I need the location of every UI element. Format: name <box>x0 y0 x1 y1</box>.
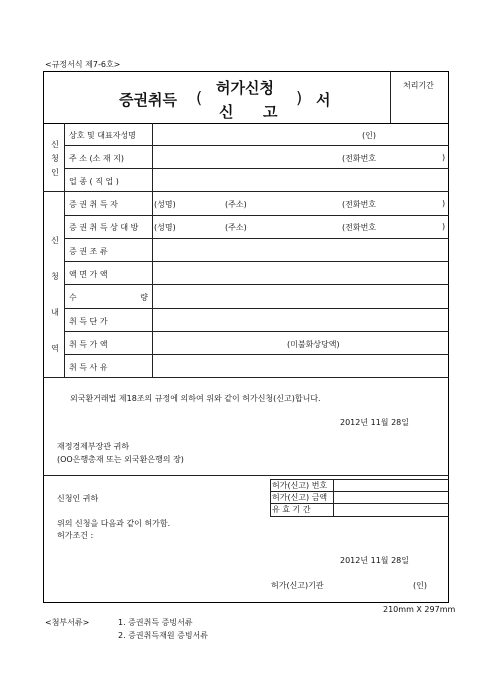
title-suffix: 서 <box>316 91 331 109</box>
applicant-salutation: 신청인 귀하 <box>57 494 99 503</box>
rule <box>43 475 449 476</box>
label-address: 주 소 (소 재 지) <box>69 154 125 163</box>
counterparty-phone-close: ) <box>442 222 446 231</box>
paper-size: 210mm X 297mm <box>383 605 456 614</box>
counterparty-address: (주소) <box>225 223 247 232</box>
label-security-type: 증 권 조 류 <box>69 247 108 256</box>
section-char: 내 <box>51 308 59 317</box>
title-close-paren: ) <box>296 88 303 107</box>
rule <box>64 284 449 285</box>
counterparty-name: (성명) <box>154 223 176 232</box>
rule <box>270 516 449 517</box>
recipient-minister: 재정경제부장관 귀하 <box>57 442 130 451</box>
seal-mark: (인) <box>362 131 376 140</box>
title-option-report-b: 고 <box>263 103 278 121</box>
title-option-apply: 허가신청 <box>216 79 274 97</box>
section-char: 인 <box>51 168 59 177</box>
label-trade-name: 상호 및 대표자성명 <box>69 131 136 140</box>
rule <box>43 123 449 124</box>
title-open-paren: ( <box>196 88 203 107</box>
conditions-label: 허가조건 : <box>57 531 94 540</box>
section-char: 청 <box>51 272 59 281</box>
rule <box>43 191 449 192</box>
validity-period-label: 유 효 기 간 <box>272 505 311 514</box>
section-divider <box>64 123 65 377</box>
approval-text: 위의 신청을 다음과 같이 허가함. <box>57 519 171 528</box>
title-main: 증권취득 <box>119 91 177 109</box>
rule <box>64 238 449 239</box>
attachment-item: 2. 증권취득재원 증빙서류 <box>118 631 208 640</box>
label-acquisition-value: 취 득 가 액 <box>69 340 108 349</box>
section-char: 신 <box>51 140 59 149</box>
label-unit-price: 취 득 단 가 <box>69 317 108 326</box>
recipient-bank: (OO은행총재 또는 외국환은행의 장) <box>57 455 184 464</box>
attachments-label: <첨부서류> <box>45 618 90 627</box>
declaration-text: 외국환거래법 제18조의 규정에 의하여 위와 같이 허가신청(신고)합니다. <box>70 394 321 403</box>
section-char: 청 <box>51 154 59 163</box>
acquirer-phone: (전화번호 <box>342 200 377 209</box>
label-business: 업 종 ( 직 업 ) <box>69 177 119 186</box>
issuing-authority: 허가(신고)기관 <box>271 581 324 590</box>
rule <box>64 308 449 309</box>
acquirer-phone-close: ) <box>442 199 446 208</box>
applicant-section-label <box>50 138 60 180</box>
issuer-seal: (인) <box>413 581 427 590</box>
rule <box>64 215 449 216</box>
label-quantity: 수 량 <box>69 293 148 302</box>
rule <box>64 145 449 146</box>
label-counterparty: 증 권 취 득 상 대 방 <box>69 223 139 232</box>
rule <box>43 377 449 378</box>
form-code: <규정서식 제7-6호> <box>45 60 121 69</box>
rule <box>64 354 449 355</box>
label-acquisition-reason: 취 득 사 유 <box>69 363 108 372</box>
declaration-date: 2012년 11월 28일 <box>340 418 409 427</box>
phone-close: ) <box>442 153 446 162</box>
processing-divider <box>390 71 391 123</box>
processing-period-label: 처리기간 <box>403 81 434 90</box>
permit-number-label: 허가(신고) 번호 <box>272 481 328 490</box>
rule <box>64 261 449 262</box>
counterparty-phone: (전화번호 <box>342 223 377 232</box>
attachment-item: 1. 증권취득 증빙서류 <box>118 618 193 627</box>
rule <box>64 331 449 332</box>
approval-date: 2012년 11월 28일 <box>340 556 409 565</box>
title-option-report-a: 신 <box>219 103 234 121</box>
usd-equivalent-note: (미불화상당액) <box>287 340 340 349</box>
details-section-label <box>50 223 60 367</box>
acquirer-name: (성명) <box>154 200 176 209</box>
rule <box>64 168 449 169</box>
phone-label: (전화번호 <box>342 154 377 163</box>
section-char: 신 <box>51 236 59 245</box>
permit-divider <box>333 479 334 517</box>
acquirer-address: (주소) <box>225 200 247 209</box>
label-divider <box>152 123 153 377</box>
permit-amount-label: 허가(신고) 금액 <box>272 493 328 502</box>
section-char: 역 <box>51 344 59 353</box>
label-acquirer: 증 권 취 득 자 <box>69 200 118 209</box>
label-face-value: 액 면 가 액 <box>69 270 108 279</box>
